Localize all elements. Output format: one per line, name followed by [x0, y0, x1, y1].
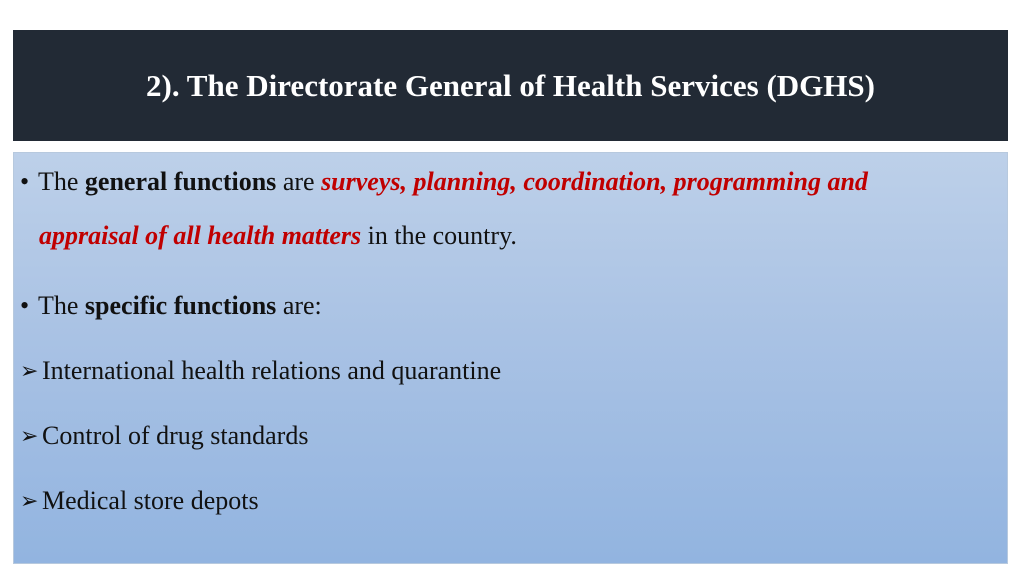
arrow-bullet-icon: ➢: [20, 424, 39, 449]
general-functions-bullet: [20, 169, 868, 195]
general-tail: in the country.: [361, 221, 517, 250]
title-bar: [13, 30, 1008, 141]
bullet-icon: •: [20, 291, 30, 320]
specific-lead: The: [38, 291, 85, 320]
arrow-bullet-icon: ➢: [20, 359, 39, 384]
slide-title: 2). The Directorate General of Health Services (DGHS): [146, 67, 875, 103]
general-lead: The: [38, 167, 85, 196]
list-item: [20, 423, 308, 449]
general-highlight-line1: surveys, planning, coordination, programming and: [321, 167, 868, 196]
specific-functions-label: specific functions: [84, 291, 277, 320]
list-item-text: International health relations and quarantine: [42, 356, 502, 385]
list-item: [20, 488, 259, 514]
content-box: [13, 152, 1008, 564]
list-item-text: Control of drug standards: [42, 421, 309, 450]
arrow-bullet-icon: ➢: [20, 489, 39, 514]
bullet-icon: •: [20, 167, 30, 196]
specific-tail: are:: [276, 291, 322, 320]
general-highlight-line2: appraisal of all health matters: [39, 221, 362, 250]
list-item: [20, 358, 501, 384]
general-mid: are: [276, 167, 322, 196]
general-functions-label: general functions: [84, 167, 277, 196]
list-item-text: Medical store depots: [42, 486, 259, 515]
specific-functions-bullet: [20, 293, 322, 319]
general-functions-continuation: [39, 223, 517, 249]
